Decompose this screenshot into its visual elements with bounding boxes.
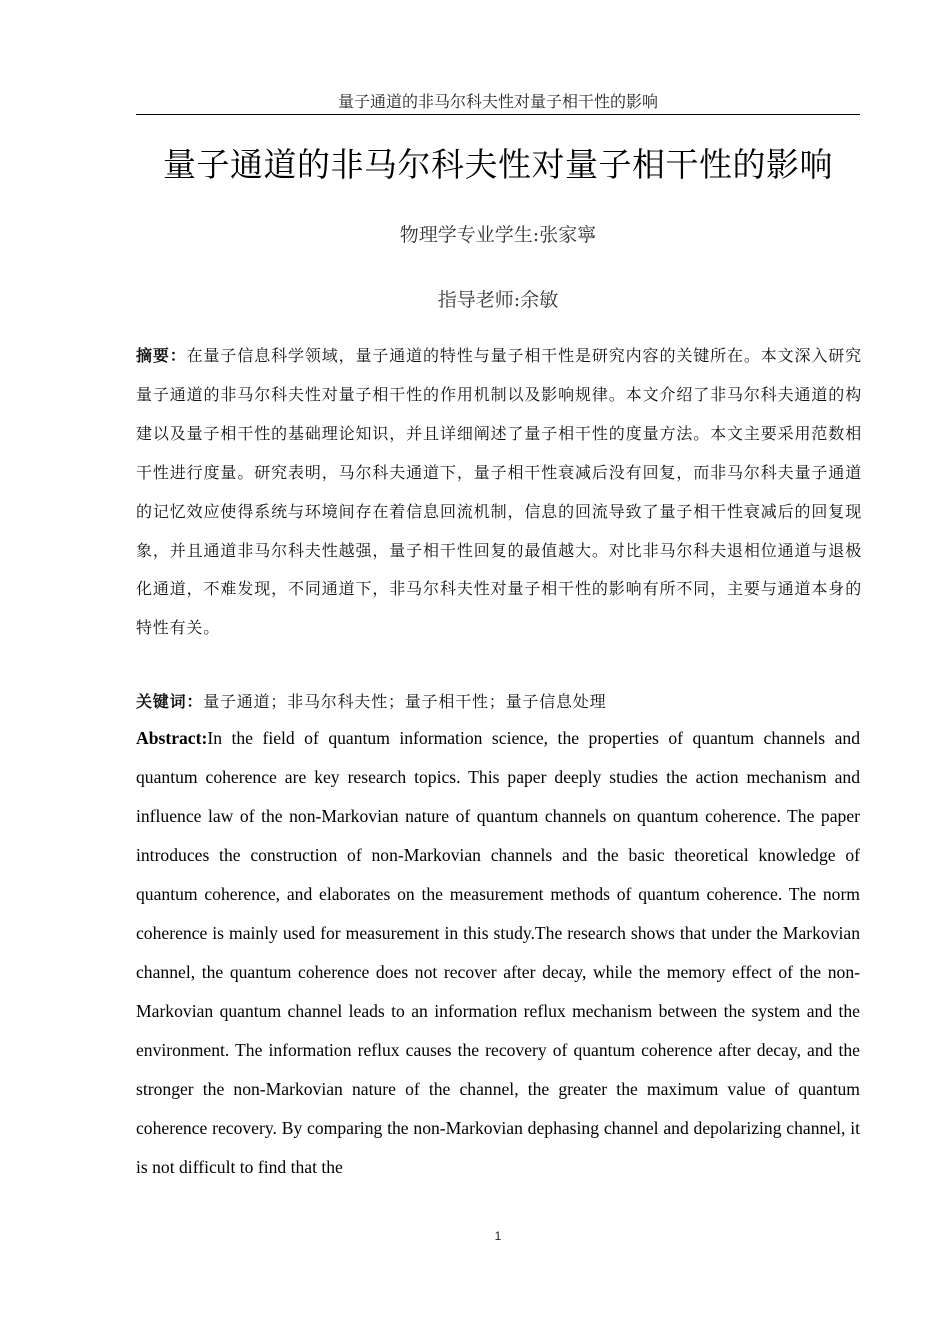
keywords [136,689,862,715]
keywords-label: 关键词： [136,692,204,711]
paper-title: 量子通道的非马尔科夫性对量子相干性的影响 [163,145,833,184]
chinese-abstract-text: 在量子信息科学领域，量子通道的特性与量子相干性是研究内容的关键所在。本文深入研究量子通道的非马尔科夫性对量子相干性的作用机制以及影响规律。本文介绍了非马尔科夫通道的构建以及量子相干性的基础理论知识，并且详细阐述了量子相干性的度量方法。本文主要采用范数相干性进行度量。研究表明，马尔科夫通道下，量子相干性衰减后没有回复，而非马尔科夫量子通道的记忆效应使得系统与环境间存在着信息回流机制，信息的回流导致了量子相干性衰减后的回复现象，并且通道非马尔科夫性越强，量子相干性回复的最值越大。对比非马尔科夫退相位通道与退极化通道，不难发现，不同通道下，非马尔科夫性对量子相干性的影响有所不同，主要与通道本身的特性有关。 [136,346,862,638]
english-abstract-text: In the field of quantum information science, the properties of quantum channels and quantum coherence are key research topics. This paper deeply studies the action mechanism and influence law of the non-Markovian nature of quantum channels on quantum coherence. The paper introduces the construction of non-Markovian channels and the basic theoretical knowledge of quantum coherence, and elaborates on the measurement methods of quantum coherence. The norm coherence is mainly used for measurement in this study.The research shows that under the Markovian channel, the quantum coherence does not recover after decay, while the memory effect of the non-Markovian quantum channel leads to an information reflux mechanism between the system and the environment. The information reflux causes the recovery of quantum coherence after decay, and the stronger the non-Markovian nature of the channel, the greater the maximum value of quantum coherence recovery. By comparing the non-Markovian dephasing channel and depolarizing channel, it is not difficult to find that the [136,728,860,1177]
running-header: 量子通道的非马尔科夫性对量子相干性的影响 [337,92,658,111]
page-number: 1 [494,1229,502,1243]
keywords-text: 量子通道；非马尔科夫性；量子相干性；量子信息处理 [203,692,607,711]
advisor-line: 指导老师:余敏 [437,289,559,311]
chinese-abstract [136,337,862,648]
english-abstract [136,719,860,1187]
english-abstract-label: Abstract: [136,728,208,748]
header-rule [136,114,860,115]
chinese-abstract-label: 摘要： [136,346,187,365]
author-line: 物理学专业学生:张家寧 [399,224,597,246]
